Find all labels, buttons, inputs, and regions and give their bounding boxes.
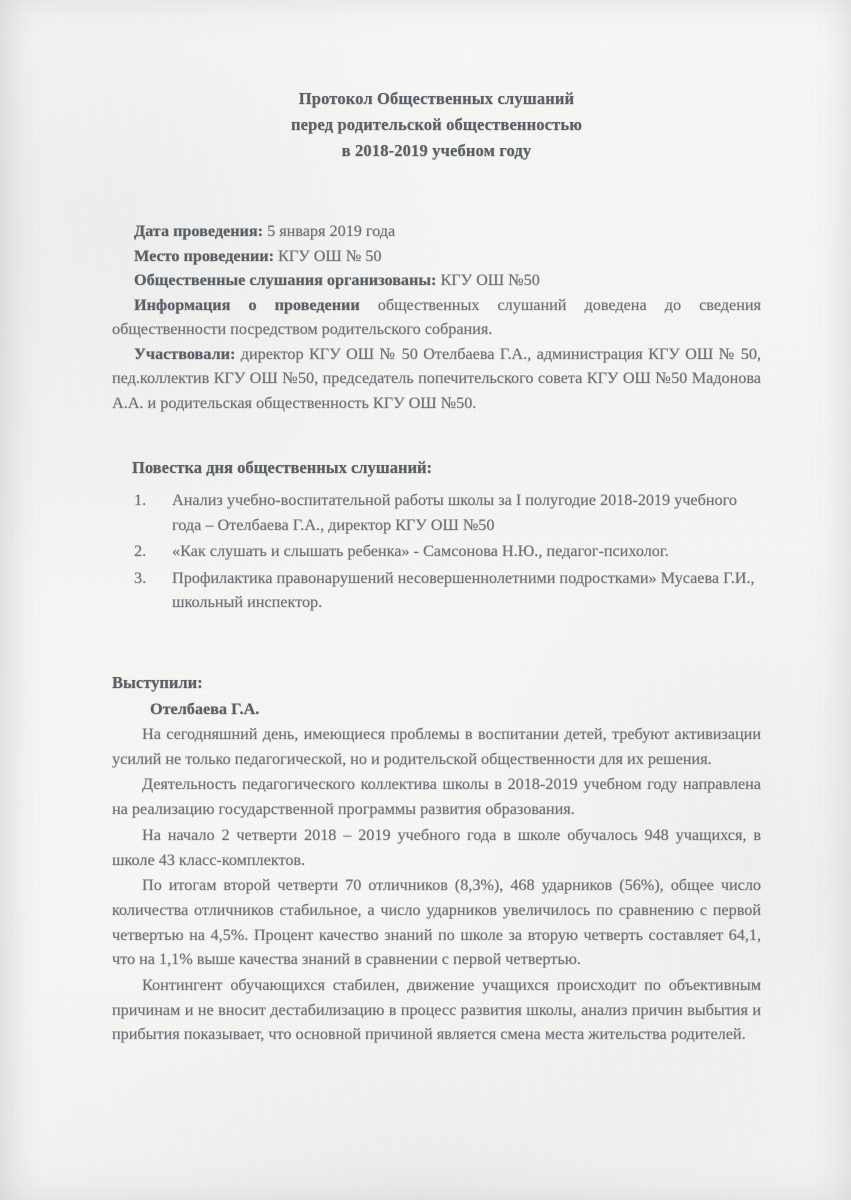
speaker-name: Отелбаева Г.А. (150, 699, 260, 718)
meta-date-label: Дата проведения: (134, 222, 264, 240)
speech-paragraph: Контингент обучающихся стабилен, движение учащихся происходит по объективным причинам и не вносит дестабилизацию в процесс развития школы, анализ причин выбытия и прибытия показывает, что основной причиной является смена места жительства родителей. (112, 976, 761, 1044)
speech-paragraph: Деятельность педагогического коллектива школы в 2018-2019 учебном году направлена на реализацию государственной программы развития образования. (112, 775, 761, 819)
meta-organizer-value: КГУ ОШ №50 (436, 271, 540, 289)
participants-text: директор КГУ ОШ № 50 Отелбаева Г.А., администрация КГУ ОШ № 50, пед.коллектив КГУ ОШ №50, председатель попечительского совета КГУ ОШ №50 Мадонова А.А. и родительская общественность КГУ ОШ №50. (112, 344, 761, 412)
meta-block (112, 219, 761, 415)
agenda-item-number: 1. (134, 491, 147, 509)
agenda-item-text: «Как слушать и слышать ребенка» - Самсонова Н.Ю., педагог-психолог. (172, 542, 669, 560)
meta-organizer-label: Общественные слушания организованы: (134, 271, 437, 289)
agenda-item-text: Анализ учебно-воспитательной работы школы за I полугодие 2018-2019 учебного года – Отелбаева Г.А., директор КГУ ОШ №50 (172, 491, 737, 534)
agenda-item (112, 566, 761, 615)
info-paragraph-label: Информация о проведении (134, 295, 360, 314)
agenda-item (112, 539, 761, 564)
meta-date-value: 5 января 2019 года (263, 222, 396, 240)
participants-paragraph (112, 342, 761, 416)
speech-paragraph: На сегодняшний день, имеющиеся проблемы в воспитании детей, требуют активизации усилий не только педагогической, но и родительской общественности для их решения. (112, 725, 761, 768)
agenda-item-text: Профилактика правонарушений несовершеннолетними подростками» Мусаева Г.И., школьный инспектор. (172, 568, 755, 611)
agenda-item-number: 3. (134, 568, 147, 587)
agenda-list (112, 488, 761, 615)
title-line-1: Протокол Общественных слушаний (298, 89, 575, 108)
meta-date (112, 219, 761, 244)
info-paragraph-text: общественных слушаний доведена до сведения общественности посредством родительского собрания. (112, 295, 761, 338)
participants-label: Участвовали: (134, 344, 236, 363)
agenda-item-number: 2. (134, 542, 147, 560)
speakers-heading: Выступили: (112, 672, 203, 692)
meta-place-label: Место проведении: (134, 246, 274, 265)
agenda-heading: Повестка дня общественных слушаний: (132, 458, 432, 477)
meta-organizer (112, 268, 761, 293)
speech-paragraph: На начало 2 четверти 2018 – 2019 учебного года в школе обучалось 948 учащихся, в школе 43 класс-комплектов. (112, 825, 761, 869)
info-paragraph (112, 293, 761, 342)
speech-paragraph: По итогам второй четверти 70 отличников (8,3%), 468 ударников (56%), общее число количества отличников стабильное, а число ударников увеличилось по сравнению с первой четвертью на 4,5%. Процент качество знаний по школе за вторую четверть составляет 64,1, что на 1,1% выше качества знаний в сравнении с первой четвертью. (112, 876, 761, 969)
agenda-item (112, 488, 761, 537)
document-title (112, 0, 761, 164)
meta-place (112, 244, 761, 269)
meta-place-value: КГУ ОШ № 50 (274, 246, 382, 265)
title-line-3: в 2018-2019 учебном году (341, 141, 532, 160)
title-line-2: перед родительской общественностью (290, 115, 583, 134)
